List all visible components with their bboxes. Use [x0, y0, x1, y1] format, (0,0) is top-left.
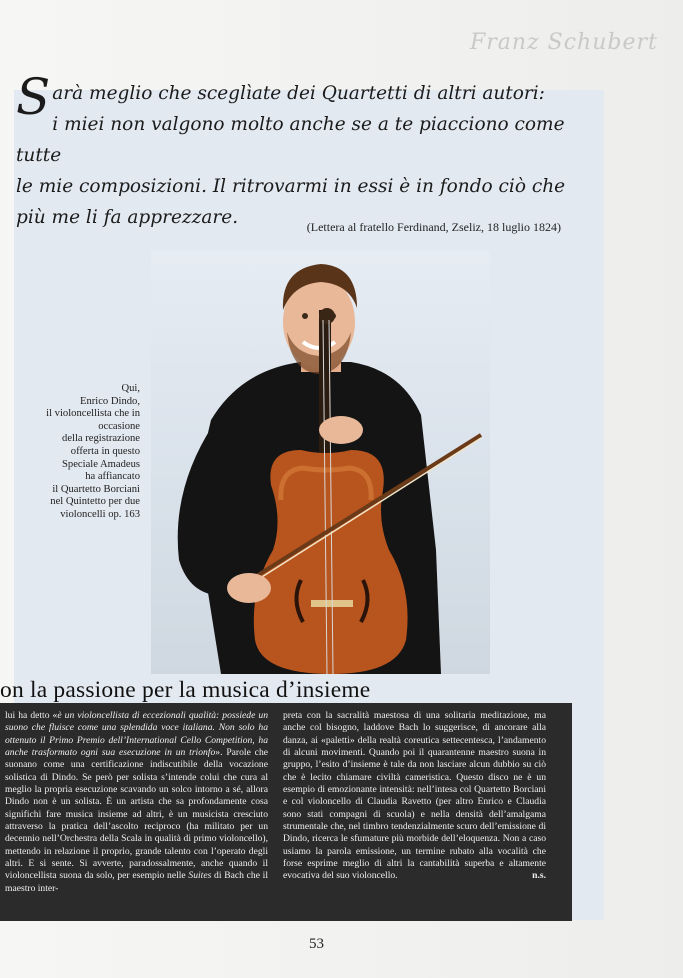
quote-line: le mie composizioni. Il ritrovarmi in essi è in fondo ciò che: [16, 176, 566, 197]
article-column-right: [283, 710, 546, 883]
article-headline: on la passione per la musica d’insieme: [0, 677, 371, 703]
article-text: lui ha detto «: [5, 710, 58, 721]
caption-line: nel Quintetto per due: [50, 496, 140, 508]
quote-line: i miei non valgono molto anche se a te piacciono come tutte: [16, 114, 565, 166]
composer-signature: Franz Schubert: [470, 30, 658, 55]
article-quote-italic: è un violoncellista di eccezionali qualità: possiede un suono che fluisce come una splendida voce italiana. Non solo ha ottenuto il Primo Premio dell’International Cello Competition, ha anche trasformato ogni sua esecuzione in un trionfo: [5, 710, 268, 759]
photo-caption: [36, 383, 140, 522]
author-initials: n.s.: [532, 870, 546, 882]
quote-source: (Lettera al fratello Ferdinand, Zseliz, 18 luglio 1824): [306, 220, 561, 234]
caption-line: Enrico Dindo,: [79, 395, 140, 407]
article-column-left: [5, 710, 268, 895]
quote-dropcap: S: [16, 68, 51, 126]
quote-line: più me li fa apprezzare.: [16, 207, 239, 228]
quote-line: arà meglio che sceglìate dei Quartetti di altri autori:: [52, 83, 545, 104]
caption-line: offerta in questo: [70, 445, 140, 457]
article-text: preta con la sacralità maestosa di una solitaria meditazione, ma anche col bisogno, laddove Bach lo suggerisce, di ancorare alla danza, ai «paletti» della realtà coreutica settecentesca, l’andamento di alcuni movimenti. Quando poi il quarantenne maestro suona in gruppo, l’esito d’insieme è tale da non lasciare alcun dubbio su ciò che è lecito chiamare civiltà cameristica. Questo disco ne è un esempio di emozionante intensità: nell’intesa col Quartetto Borciani e col violoncello di Claudia Ravetto (per altro Enrico e Claudia sono stati compagni di scuola) e nella densità dell’amalgama strumentale che, nel timbro tendenzialmente scuro dell’emissione di Dindo, ricerca le sfumature più morbide dell’eloquenza. Non a caso usiamo la parola emissione, un termine rubato alla vocalità che forse esprime meglio di altri la cantabilità superba e altamente evocativa del suo violoncello.: [283, 710, 546, 882]
article-title-italic: Suites: [188, 870, 212, 882]
caption-line: occasione: [98, 420, 140, 432]
cellist-photo: [151, 250, 490, 674]
page-number: 53: [309, 936, 324, 952]
caption-line: ha affiancato: [85, 471, 140, 483]
article-text: di Bach che il maestro inter-: [5, 870, 268, 894]
article-text: ». Parole che suonano come una certificazione indiscutibile della vocazione solistica di Dindo. Se però per solista s’intende colui che cura al meglio la propria esecuzione scavando un solco intorno a sé, allora Dindo non è un solista. È un artista che sa profondamente cosa significhi fare musica insieme ad altri, è un musicista cresciuto attraverso la pratica dell’ascolto reciproco (ha militato per un decennio nell’Orchestra della Scala in qualità di primo violoncello), mettendo in relazione il proprio, grande talento con l’operato degli altri. E si sente. Si avverte, paradossalmente, anche quando il violoncellista suona da solo, per esempio nelle: [5, 747, 268, 882]
caption-line: della registrazione: [62, 433, 140, 445]
cellist-illustration: [151, 250, 490, 674]
caption-line: Qui,: [121, 383, 140, 394]
caption-line: il Quartetto Borciani: [52, 483, 140, 495]
caption-line: violoncelli op. 163: [60, 508, 140, 520]
caption-line: il violoncellista che in: [46, 408, 140, 420]
schubert-quote: [16, 68, 586, 233]
caption-line: Speciale Amadeus: [62, 458, 140, 470]
